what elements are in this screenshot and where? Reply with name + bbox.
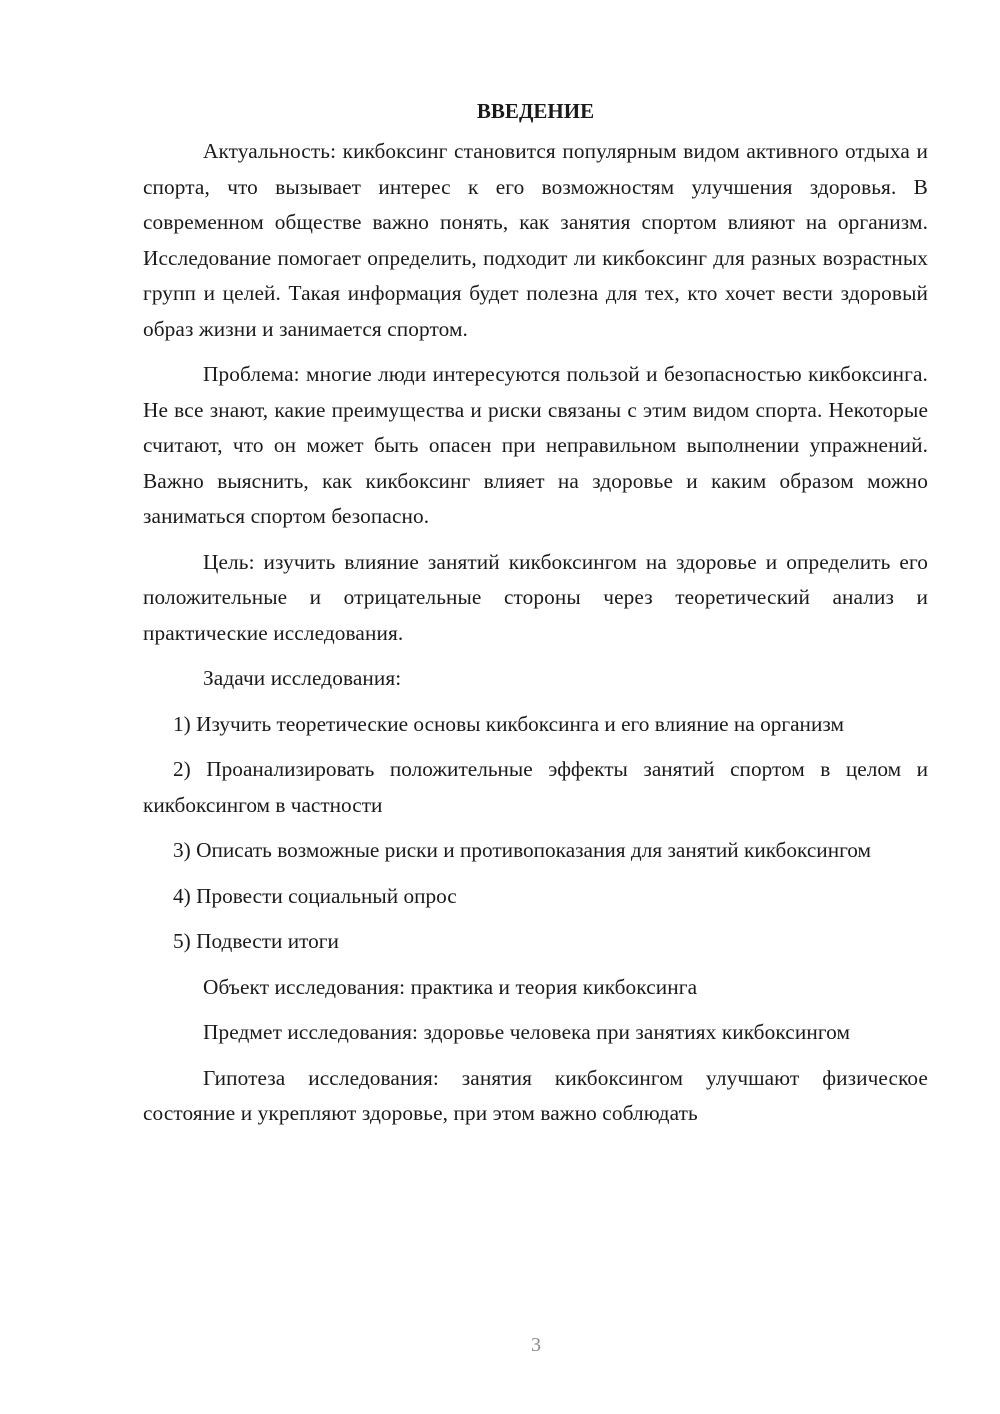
page-title: ВВЕДЕНИЕ	[476, 99, 595, 123]
paragraph-object: Объект исследования: практика и теория кикбоксинга	[203, 974, 698, 999]
task-item: 4) Провести социальный опрос	[173, 883, 457, 908]
task-item: 3) Описать возможные риски и противопоказания для занятий кикбоксингом	[173, 838, 872, 862]
paragraph-tasks-heading: Задачи исследования:	[203, 666, 402, 690]
page-number: 3	[531, 1334, 541, 1356]
document-body	[143, 96, 928, 1142]
task-item: 2) Проанализировать положительные эффекты занятий спортом в целом и кикбоксингом в частности	[143, 757, 928, 817]
task-item: 1) Изучить теоретические основы кикбоксинга и его влияние на организм	[173, 711, 844, 736]
paragraph-problem: Проблема: многие люди интересуются пользой и безопасностью кикбоксинга. Не все знают, какие преимущества и риски связаны с этим видом спорта. Некоторые считают, что он может быть опасен при неправильном выполнении упражнений. Важно выяснить, как кикбоксинг влияет на здоровье и каким образом можно заниматься спортом безопасно.	[143, 362, 928, 528]
paragraph-subject: Предмет исследования: здоровье человека при занятиях кикбоксингом	[203, 1020, 851, 1044]
paragraph-hypothesis: Гипотеза исследования: занятия кикбоксингом улучшают физическое состояние и укрепляют здоровье, при этом важно соблюдать	[143, 1065, 928, 1125]
paragraph-goal: Цель: изучить влияние занятий кикбоксингом на здоровье и определить его положительные и отрицательные стороны через теоретический анализ и практические исследования.	[143, 549, 928, 645]
paragraph-relevance: Актуальность: кикбоксинг становится популярным видом активного отдыха и спорта, что вызывает интерес к его возможностям улучшения здоровья. В современном обществе важно понять, как занятия спортом влияют на организм. Исследование помогает определить, подходит ли кикбоксинг для разных возрастных групп и целей. Такая информация будет полезна для тех, кто хочет вести здоровый образ жизни и занимается спортом.	[143, 139, 928, 341]
task-item: 5) Подвести итоги	[173, 929, 339, 953]
